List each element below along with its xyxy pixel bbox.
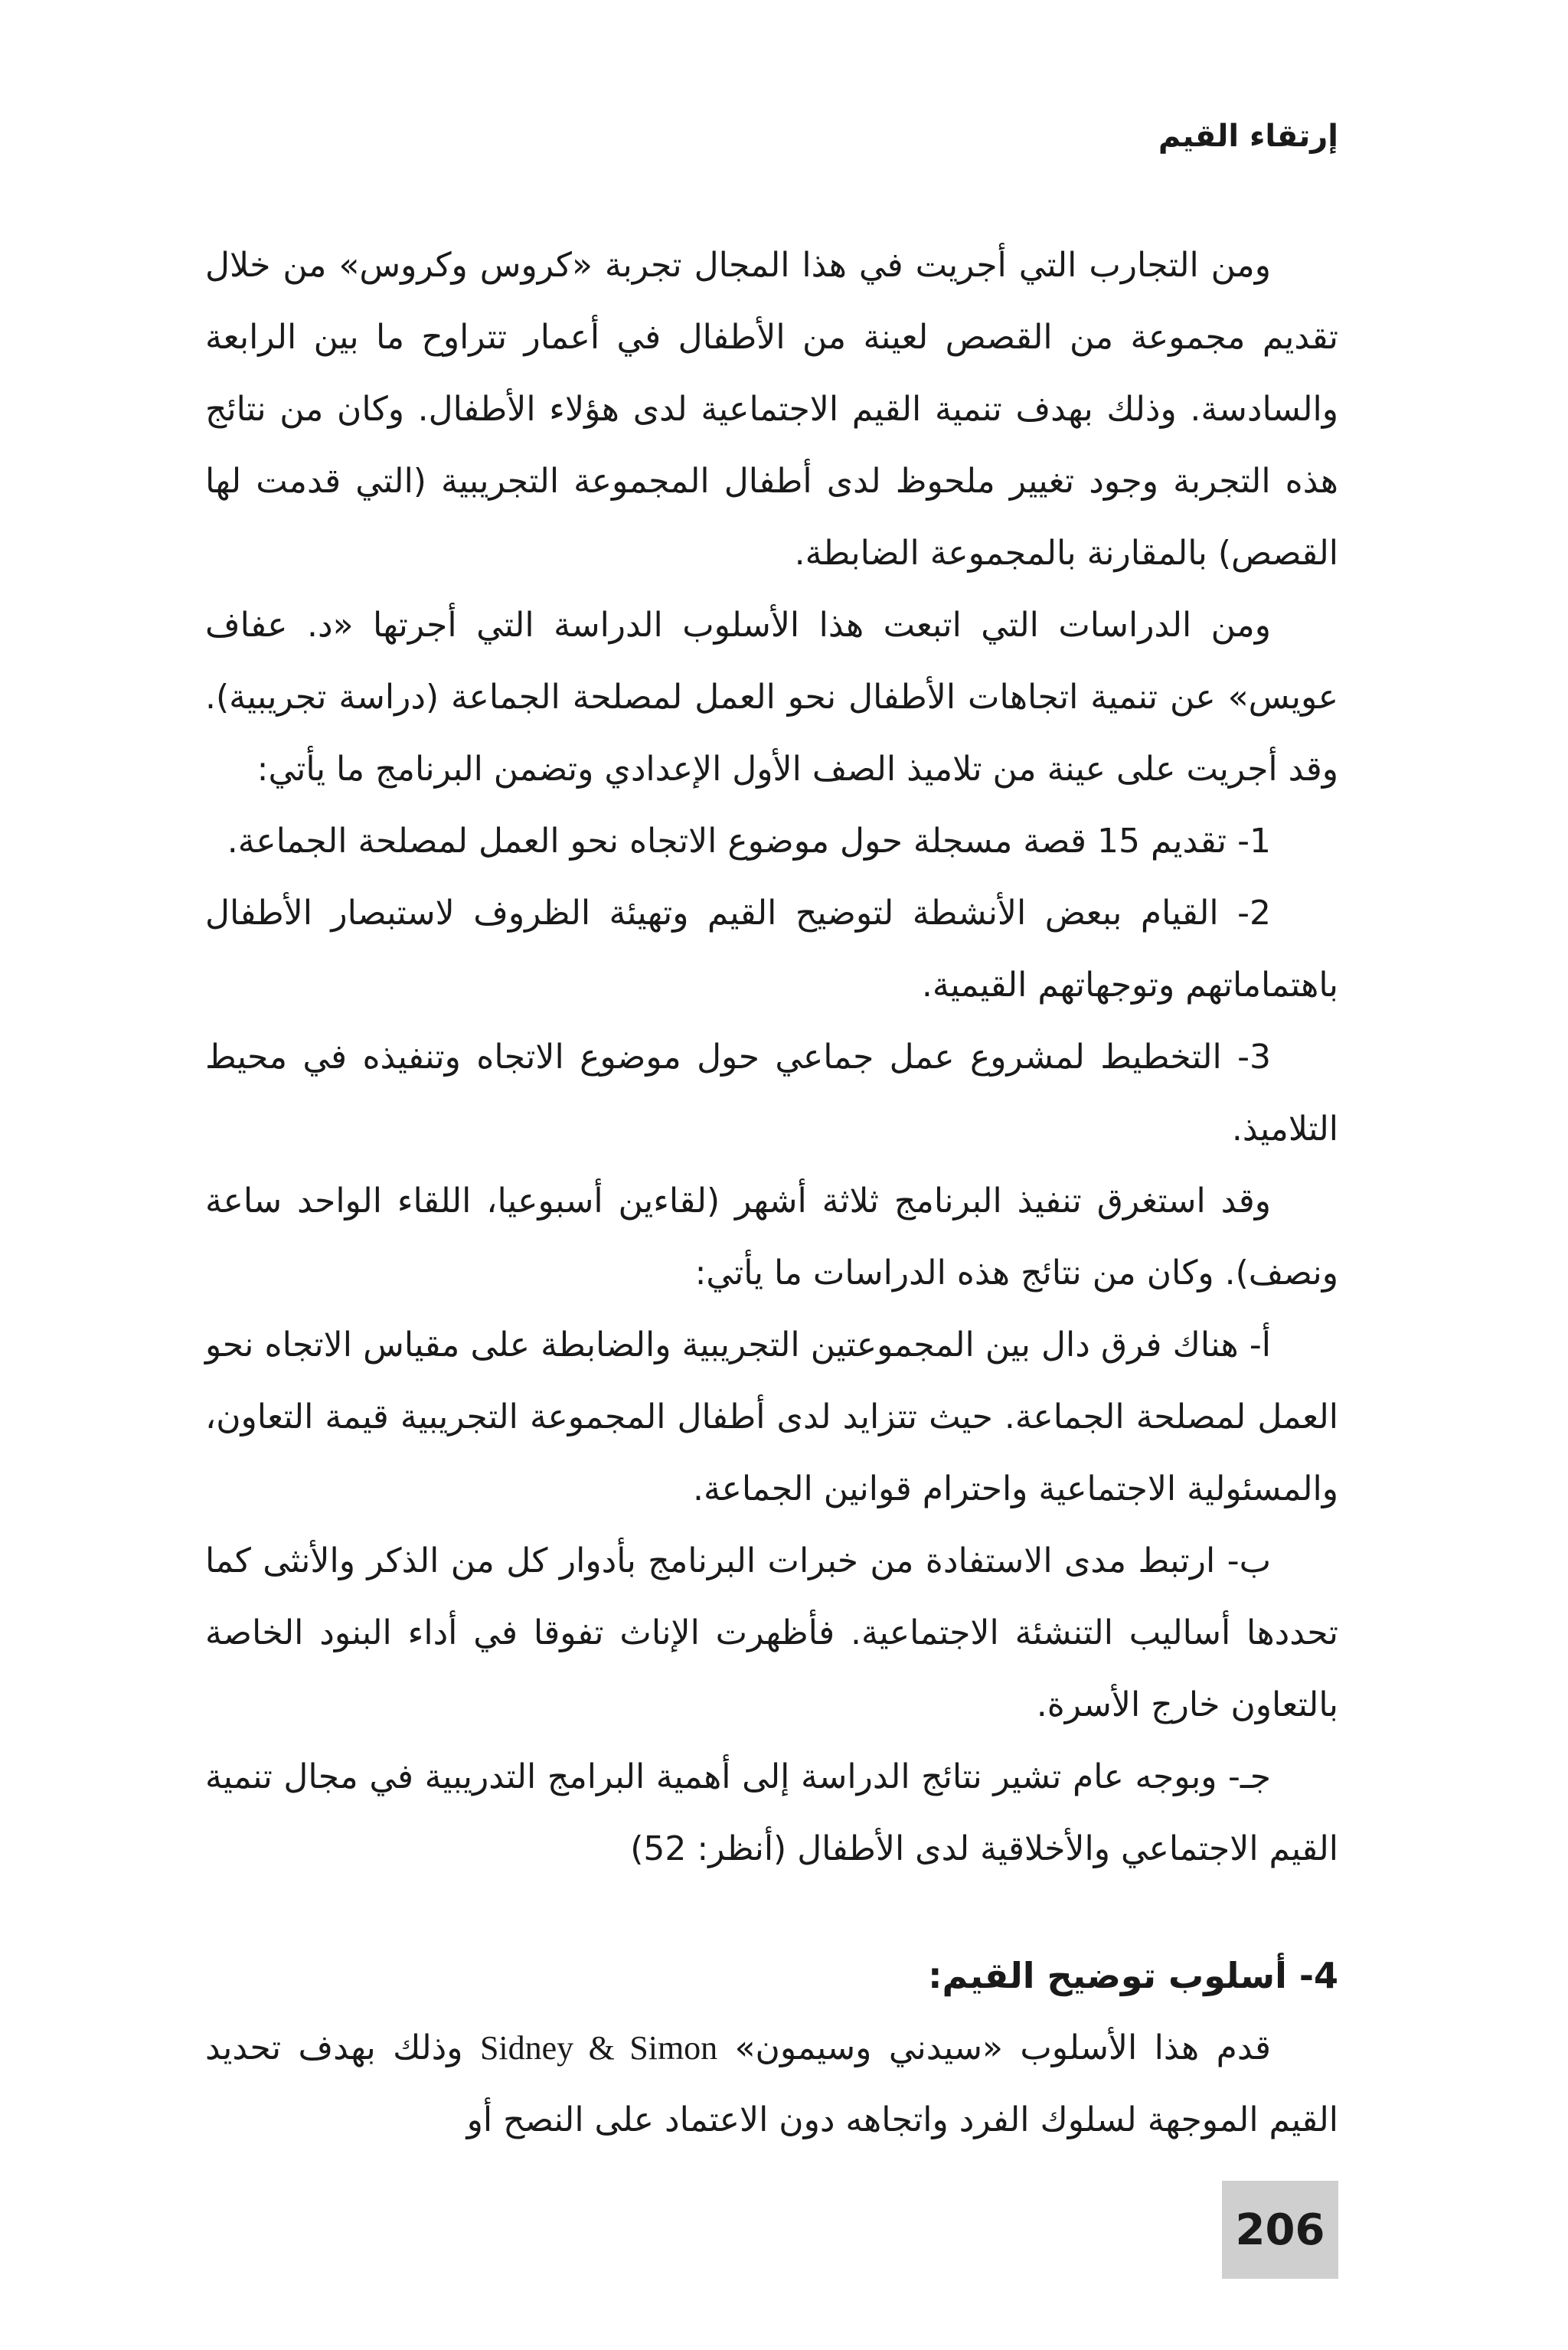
result-item-a: أ- هناك فرق دال بين المجموعتين التجريبية والضابطة على مقياس الاتجاه نحو العمل لمصلحة الجماعة. حيث تتزايد لدى أطفال المجموعة التجريبية قيمة التعاون، والمسئولية الاجتماعية واحترام قوانين الجماعة.: [205, 1325, 1338, 1508]
paragraph-results-intro: وقد استغرق تنفيذ البرنامج ثلاثة أشهر (لقاءين أسبوعيا، اللقاء الواحد ساعة ونصف). وكان من نتائج هذه الدراسات ما يأتي:: [205, 1182, 1338, 1293]
section-text-end: وذلك بهدف تحديد القيم الموجهة لسلوك الفرد واتجاهه دون الاعتماد على النصح أو: [205, 2028, 1338, 2139]
page-number: 206: [1235, 2205, 1325, 2255]
result-item-b: ب- ارتبط مدى الاستفادة من خبرات البرنامج بأدوار كل من الذكر والأنثى كما تحددها أساليب التنشئة الاجتماعية. فأظهرت الإناث تفوقا في أداء البنود الخاصة بالتعاون خارج الأسرة.: [205, 1541, 1338, 1724]
program-item-1: 1- تقديم 15 قصة مسجلة حول موضوع الاتجاه نحو العمل لمصلحة الجماعة.: [227, 822, 1271, 861]
program-item-2: 2- القيام ببعض الأنشطة لتوضيح القيم وتهيئة الظروف لاستبصار الأطفال باهتماماتهم وتوجهاتهم القيمية.: [205, 894, 1338, 1005]
paragraph-study: ومن الدراسات التي اتبعت هذا الأسلوب الدراسة التي أجرتها «د. عفاف عويس» عن تنمية اتجاهات الأطفال نحو العمل لمصلحة الجماعة (دراسة تجريبية). وقد أجريت على عينة من تلاميذ الصف الأول الإعدادي وتضمن البرنامج ما يأتي:: [205, 606, 1338, 789]
paragraph-section-4: [205, 2012, 1338, 2156]
section-heading: 4- أسلوب توضيح القيم:: [928, 1955, 1338, 1996]
section-text-start: قدم هذا الأسلوب «سيدني وسيمون»: [734, 2028, 1271, 2067]
result-item-c: جـ- وبوجه عام تشير نتائج الدراسة إلى أهمية البرامج التدريبية في مجال تنمية القيم الاجتماعي والأخلاقية لدى الأطفال (أنظر: 52): [205, 1757, 1338, 1868]
paragraph-experiment: ومن التجارب التي أجريت في هذا المجال تجربة «كروس وكروس» من خلال تقديم مجموعة من القصص لعينة من الأطفال في أعمار تتراوح ما بين الرابعة والسادسة. وذلك بهدف تنمية القيم الاجتماعية لدى هؤلاء الأطفال. وكان من نتائج هذه التجربة وجود تغيير ملحوظ لدى أطفال المجموعة التجريبية (التي قدمت لها القصص) بالمقارنة بالمجموعة الضابطة.: [205, 246, 1338, 573]
section-text-latin-names: Sidney & Simon: [479, 2029, 718, 2067]
page-number-box: [1222, 2181, 1338, 2279]
body-text: [205, 230, 1338, 2156]
program-item-3: 3- التخطيط لمشروع عمل جماعي حول موضوع الاتجاه وتنفيذه في محيط التلاميذ.: [205, 1038, 1338, 1149]
running-header: إرتقاء القيم: [1158, 119, 1338, 154]
